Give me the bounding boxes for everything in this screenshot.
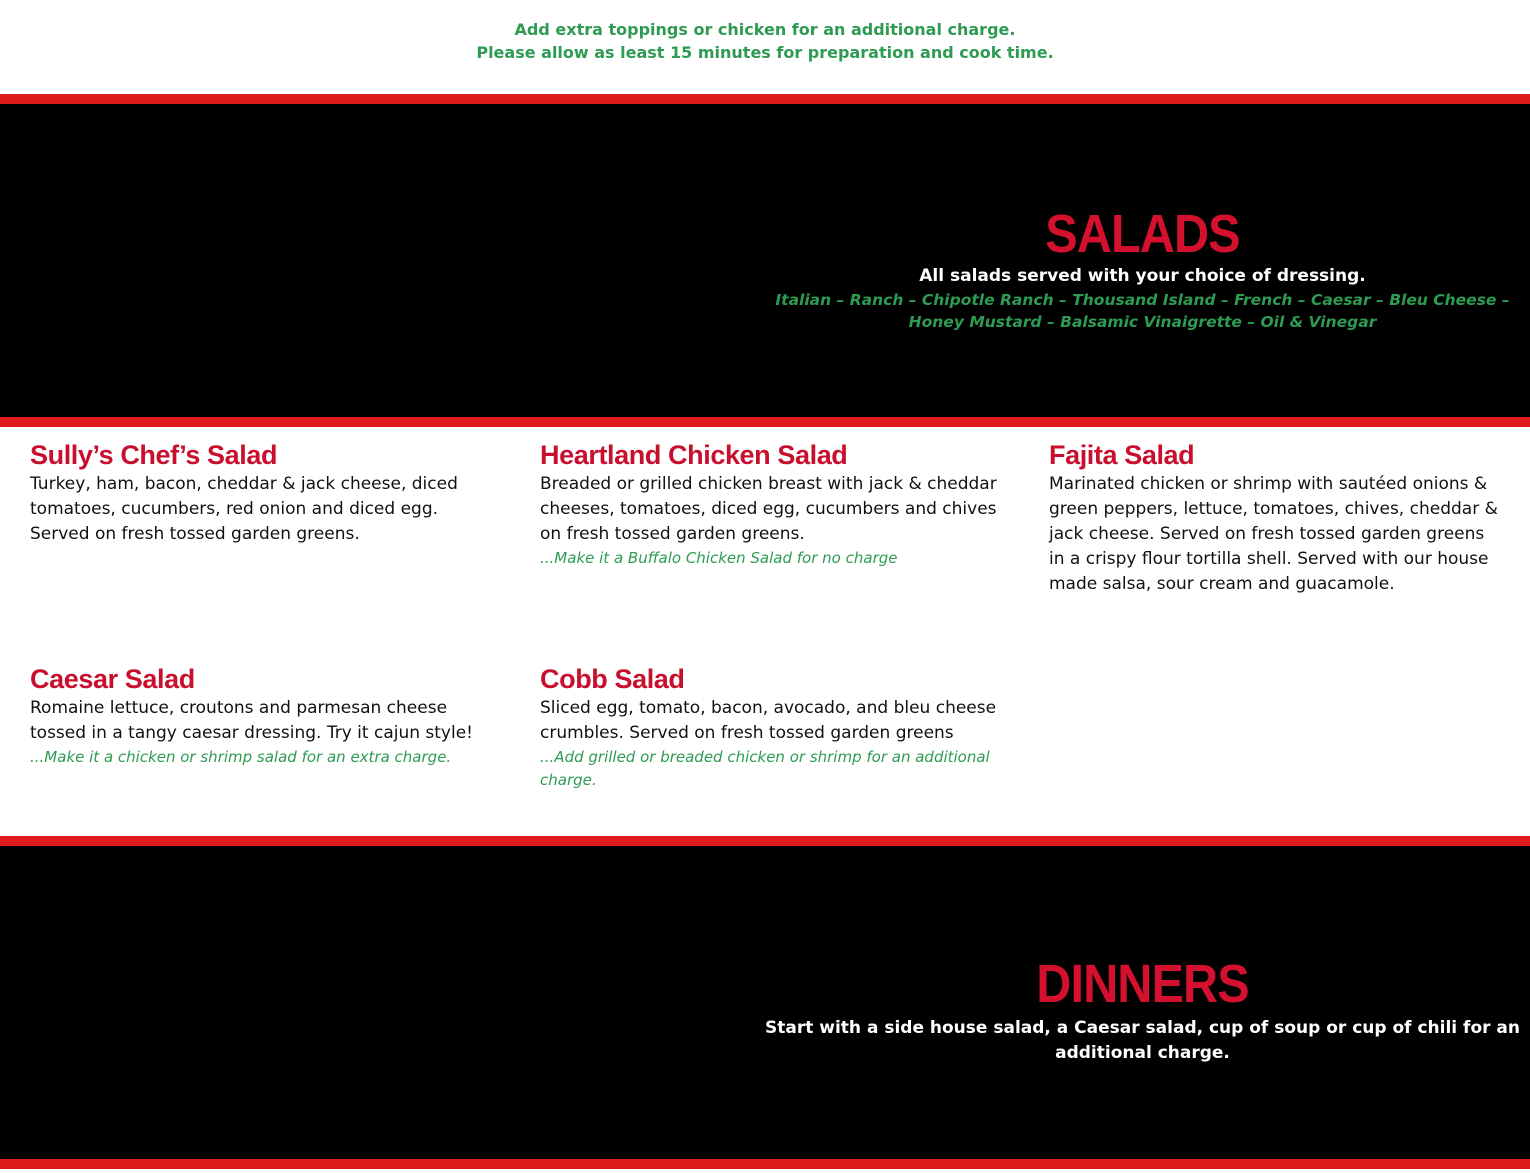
item-title: Cobb Salad [540,664,685,694]
dinners-subtitle: Start with a side house salad, a Caesar salad, cup of soup or cup of chili for an additional charge. [765,1018,1521,1063]
top-note-line-2: Please allow as least 15 minutes for preparation and cook time. [476,43,1054,62]
salads-title: SALADS [1045,204,1240,264]
salads-header [765,204,1520,333]
item-description: Sliced egg, tomato, bacon, avocado, and bleu cheese crumbles. Served on fresh tossed garden greens [540,698,997,743]
item-note: ...Make it a chicken or shrimp salad for an extra charge. [30,748,452,766]
item-description: Romaine lettuce, croutons and parmesan cheese tossed in a tangy caesar dressing. Try it cajun style! [30,698,473,743]
item-title: Sully’s Chef’s Salad [30,440,278,470]
dinners-title: DINNERS [1036,954,1249,1014]
item-description: Marinated chicken or shrimp with sautéed onions & green peppers, lettuce, tomatoes, chives, cheddar & jack cheese. Served on fresh tossed garden greens in a crispy flour tortilla shell. Served with our house made salsa, sour cream and guacamole. [1049,474,1498,594]
item-title: Caesar Salad [30,664,195,694]
dressings-line-1: Italian – Ranch – Chipotle Ranch – Thousand Island – French – Caesar – Bleu Cheese – [775,291,1510,309]
salads-header-band [0,94,1530,427]
menu-item-fajita-salad [1049,440,1504,597]
menu-item-cobb-salad [540,664,1000,792]
item-title: Fajita Salad [1049,440,1195,470]
top-note-line-1: Add extra toppings or chicken for an additional charge. [514,20,1016,39]
dinners-header-band [0,836,1530,1169]
dinners-header [765,954,1520,1066]
item-note: ...Make it a Buffalo Chicken Salad for no charge [540,549,898,567]
salads-subtitle: All salads served with your choice of dressing. [919,266,1366,286]
item-title: Heartland Chicken Salad [540,440,848,470]
menu-item-caesar-salad [30,664,490,769]
item-description: Breaded or grilled chicken breast with jack & cheddar cheeses, tomatoes, diced egg, cucumbers and chives on fresh tossed garden greens. [540,474,997,544]
dressings-line-2: Honey Mustard – Balsamic Vinaigrette – Oil & Vinegar [908,313,1377,331]
menu-item-chefs-salad [30,440,490,547]
item-note: ...Add grilled or breaded chicken or shrimp for an additional charge. [540,748,990,789]
top-note [0,18,1530,64]
item-description: Turkey, ham, bacon, cheddar & jack cheese, diced tomatoes, cucumbers, red onion and diced egg. Served on fresh tossed garden greens. [30,474,458,544]
menu-item-heartland-chicken-salad [540,440,1000,570]
